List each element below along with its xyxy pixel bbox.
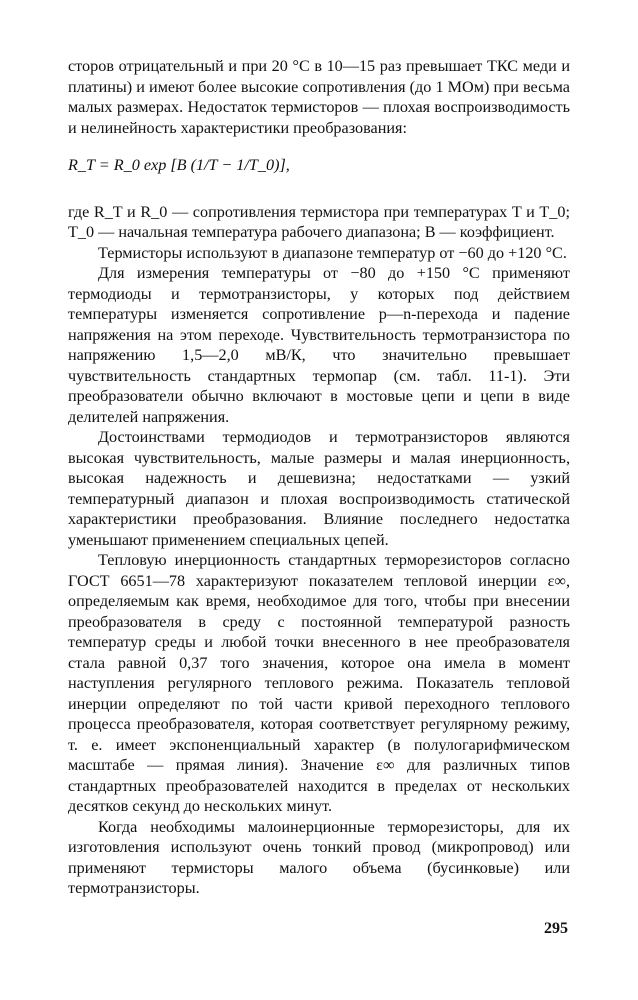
paragraph-1: сторов отрицательный и при 20 °C в 10—15 раз превышает ТКС меди и платины) и имеют более высокие сопротивления (до 1 МОм) при весьма малых размерах. Недостаток термисторов — плохая воспроизводимость и нелинейность характеристики преобразования: <box>68 57 570 137</box>
paragraph-6: Тепловую инерционность стандартных терморезисторов согласно ГОСТ 6651—78 характеризуют показателем тепловой инерции ε∞, определяемым как время, необходимое для того, чтобы при внесении преобразователя в среду с постоянной температурой разность температур среды и любой точки внесенного в нее преобразователя стала равной 0,37 того значения, которое она имела в момент наступления регулярного теплового режима. Показатель тепловой инерции определяют по той части кривой переходного теплового процесса преобразователя, которая соответствует регулярному режиму, т. е. имеет экспоненциальный характер (в полулогарифмическом масштабе — прямая линия). Значение ε∞ для различных типов стандартных преобразователей находится в пределах от нескольких десятков секунд до нескольких минут. <box>68 551 570 815</box>
body-text <box>68 56 570 899</box>
formula: R_T = R_0 exp [B (1/T − 1/T_0)], <box>68 156 290 174</box>
paragraph-4: Для измерения температуры от −80 до +150 °C применяют термодиоды и термотранзисторы, у которых под действием температуры изменяется сопротивление p—n-перехода и падение напряжения на этом переходе. Чувствительность термотранзистора по напряжению 1,5—2,0 мВ/К, что значительно превышает чувствительность стандартных термопар (см. табл. 11-1). Эти преобразователи обычно включают в мостовые цепи и цепи в виде делителей напряжения. <box>68 264 570 426</box>
page-number: 295 <box>544 920 568 937</box>
paragraph-7: Когда необходимы малоинерционные терморезисторы, для их изготовления используют очень тонкий провод (микропровод) или применяют термисторы малого объема (бусинковые) или термотранзисторы. <box>68 817 570 897</box>
paragraph-3: Термисторы используют в диапазоне температур от −60 до +120 °C. <box>98 243 567 262</box>
paragraph-5: Достоинствами термодиодов и термотранзисторов являются высокая чувствительность, малые размеры и малая инерционность, высокая надежность и дешевизна; недостатками — узкий температурный диапазон и плохая воспроизводимость статической характеристики преобразования. Влияние последнего недостатка уменьшают применением специальных цепей. <box>68 428 570 549</box>
paragraph-definitions: где R_T и R_0 — сопротивления термистора при температурах T и T_0; T_0 — начальная температура рабочего диапазона; B — коэффициент. <box>68 202 570 241</box>
